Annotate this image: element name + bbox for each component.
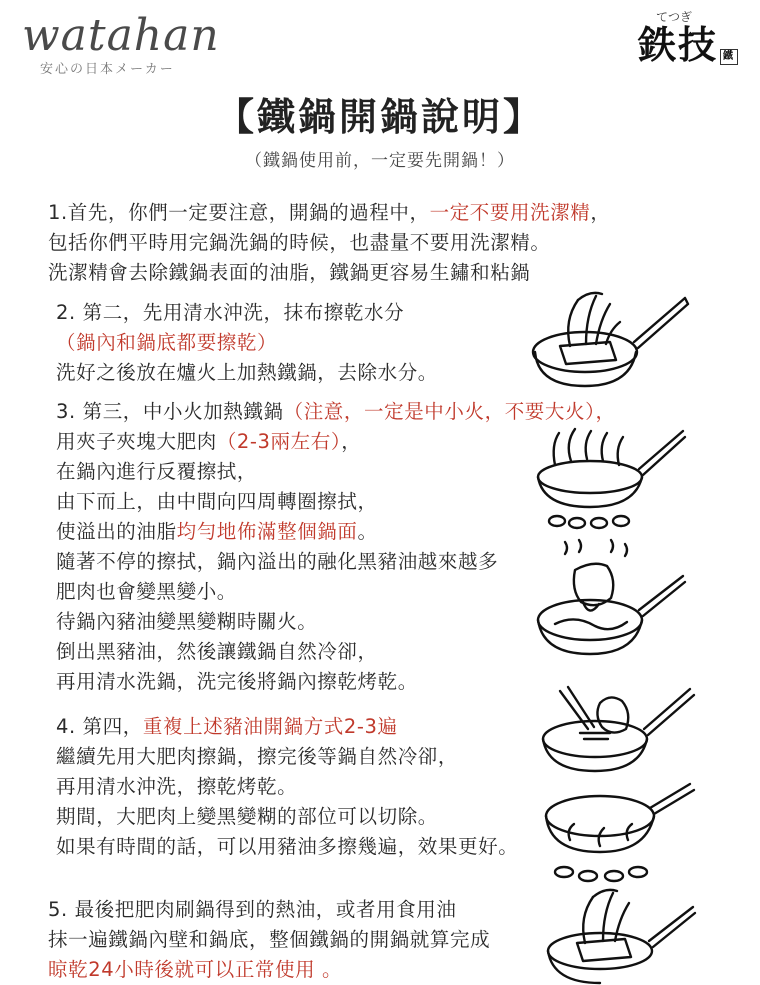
tetsugi-kana: てつぎ [655, 10, 692, 24]
tetsugi-mark: 鉄技 [637, 22, 718, 67]
highlight-no-detergent: 一定不要用洗潔精 [429, 201, 591, 224]
page-subtitle: （鐵鍋使用前，一定要先開鍋！） [245, 151, 515, 171]
pan-heated-on-flame-illustration [540, 780, 695, 885]
pan-rubbing-pork-fat-illustration [535, 540, 685, 660]
step-5: 5. 最後把肥肉刷鍋得到的熱油，或者用食用油 抹一遍鐵鍋內壁和鍋底，整個鐵鍋的開鍋就算完成 晾乾24小時後就可以正常使用 。 [48, 895, 490, 985]
highlight-low-heat: （注意，一定是中小火，不要大火）， [283, 400, 616, 423]
step-1: 1.首先，你們一定要注意，開鍋的過程中，一定不要用洗潔精， 包括你們平時用完鍋洗鍋的時候，也盡量不要用洗潔精。 洗潔精會去除鐵鍋表面的油脂，鐵鍋更容易生鏽和粘鍋 [48, 201, 611, 284]
highlight-dry-both: （鍋內和鍋底都要擦乾） [56, 331, 278, 354]
highlight-fat-amount: （2-3兩左右） [216, 430, 342, 453]
watahan-logo [22, 12, 220, 77]
step-2: 2. 第二，先用清水沖洗，抹布擦乾水分 （鍋內和鍋底都要擦乾） 洗好之後放在爐火上加熱鐵鍋，去除水分。 [56, 301, 438, 384]
highlight-dry-24h: 晾乾24小時後就可以正常使用 。 [48, 958, 343, 981]
highlight-even-coat: 均勻地佈滿整個鍋面 [176, 520, 358, 543]
pan-tongs-scrubbing-illustration [540, 683, 695, 778]
page-title: 【鐵鍋開鍋說明】 [215, 95, 544, 139]
tetsugi-logo [638, 8, 738, 65]
highlight-repeat: 重複上述豬油開鍋方式2-3遍 [142, 715, 398, 738]
pan-heating-on-burner-illustration [535, 425, 685, 530]
pan-wiping-cloth-illustration [530, 290, 690, 400]
pan-final-oil-wipe-illustration [545, 885, 695, 985]
watahan-script: watahan [22, 10, 220, 61]
watahan-tagline: 安心の日本メーカー [40, 62, 175, 77]
tetsugi-seal: 鐵 [720, 49, 738, 65]
step-4: 4. 第四，重複上述豬油開鍋方式2-3遍 繼續先用大肥肉擦鍋，擦完後等鍋自然冷卻， 再用清水沖洗，擦乾烤乾。 期間，大肥肉上變黑變糊的部位可以切除。 如果有時間的話，可以用豬油多擦幾遍，效果更好。 [56, 715, 519, 858]
step-3: 3. 第三，中小火加熱鐵鍋（注意，一定是中小火，不要大火）， 用夾子夾塊大肥肉（2-3兩左右）， 在鍋內進行反覆擦拭， 由下而上，由中間向四周轉圈擦拭， 使溢出的油脂均勻地佈滿整個鍋面。 隨著不停的擦拭，鍋內溢出的融化黑豬油越來越多 肥肉也會變黑變小。 待鍋內豬油變黑變糊時關火。 倒出黑豬油，然後讓鐵鍋自然冷卻， 再用清水洗鍋，洗完後將鍋內擦乾烤乾。 [56, 400, 616, 693]
